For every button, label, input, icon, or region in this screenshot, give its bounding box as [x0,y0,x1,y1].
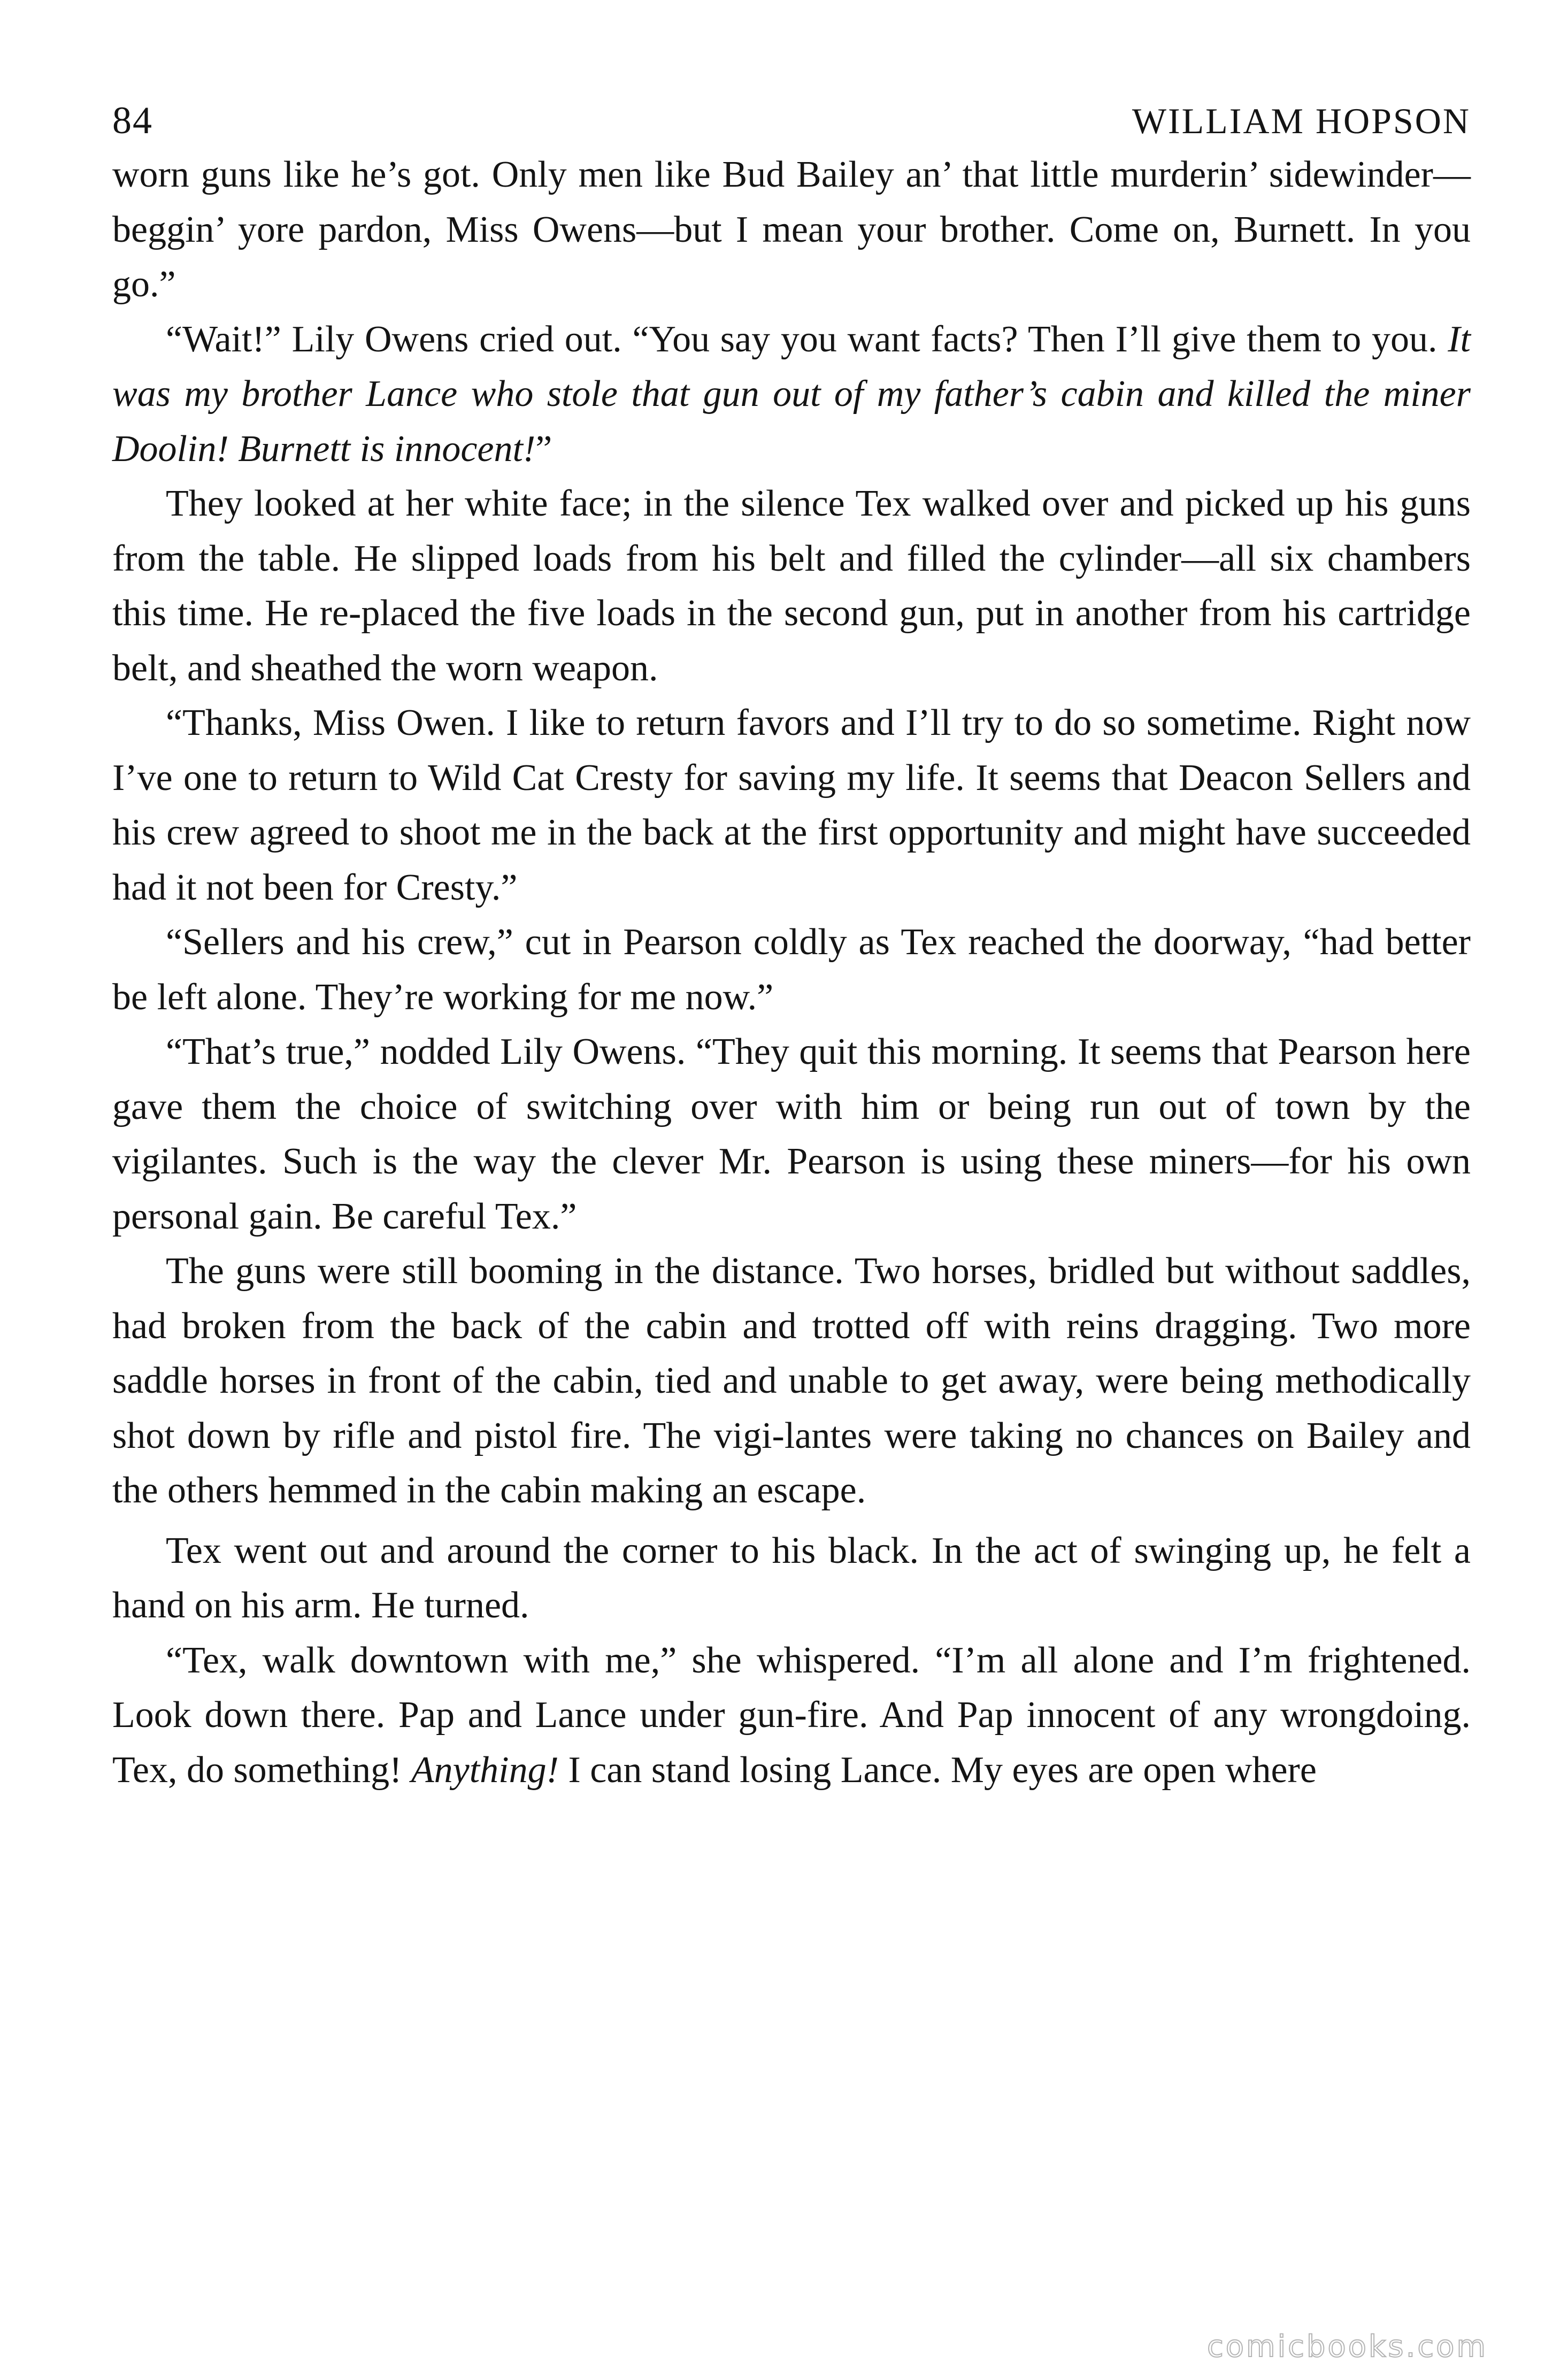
paragraph [112,1244,1471,1518]
text-run: “That’s true,” nodded Lily Owens. “They quit this morning. It seems that Pearson here gave them the choice of switching over with him or being run out of town by the vigilantes. Such is the way the clever Mr. Pearson is using these miners—for his own personal gain. Be careful Tex.” [112,1031,1471,1237]
book-page [112,94,1471,1798]
page-header [112,94,1471,148]
paragraph [112,696,1471,915]
text-run: I can stand losing Lance. My eyes are open where [558,1749,1317,1791]
watermark: comicbooks.com [1206,2329,1488,2364]
paragraph [112,915,1471,1025]
text-run: ” [535,428,552,470]
text-run: “Tex, walk downtown with me,” she whispered. “I’m all alone and I’m frightened. Look down there. Pap and Lance under gun-fire. And Pap innocent of any wrongdoing. Tex, do something! [112,1639,1471,1791]
italic-text: Anything! [411,1749,559,1791]
body-text [112,148,1471,1798]
running-head-author: WILLIAM HOPSON [1132,101,1471,141]
paragraph [112,1633,1471,1798]
text-run: “Thanks, Miss Owen. I like to return favors and I’ll try to do so sometime. Right now I’ve one to return to Wild Cat Cresty for saving my life. It seems that Deacon Sellers and his crew agreed to shoot me in the back at the first opportunity and might have succeeded had it not been for Cresty.” [112,702,1471,908]
paragraph [112,1524,1471,1633]
text-run: “Wait!” Lily Owens cried out. “You say you want facts? Then I’ll give them to you. [166,318,1448,360]
paragraph [112,312,1471,477]
paragraph [112,1025,1471,1244]
text-run: The guns were still booming in the distance. Two horses, bridled but without saddles, had broken from the back of the cabin and trotted off with reins dragging. Two more saddle horses in front of the cabin, tied and unable to get away, were being methodically shot down by rifle and pistol fire. The vigi-lantes were taking no chances on Bailey and the others hemmed in the cabin making an escape. [112,1250,1471,1511]
text-run: Tex went out and around the corner to his black. In the act of swinging up, he felt a hand on his arm. He turned. [112,1530,1471,1626]
text-run: They looked at her white face; in the silence Tex walked over and picked up his guns from the table. He slipped loads from his belt and filled the cylinder—all six chambers this time. He re-placed the five loads in the second gun, put in another from his cartridge belt, and sheathed the worn weapon. [112,483,1471,689]
paragraph [112,477,1471,696]
text-run: “Sellers and his crew,” cut in Pearson coldly as Tex reached the doorway, “had better be left alone. They’re working for me now.” [112,922,1471,1018]
paragraph [112,148,1471,312]
italic-text: It was my brother Lance who stole that gun out of my father’s cabin and killed the miner Doolin! Burnett is innocent! [112,318,1471,470]
text-run: worn guns like he’s got. Only men like Bud Bailey an’ that little murderin’ sidewinder—beggin’ yore pardon, Miss Owens—but I mean your brother. Come on, Burnett. In you go.” [112,154,1471,305]
page-number: 84 [112,99,153,142]
